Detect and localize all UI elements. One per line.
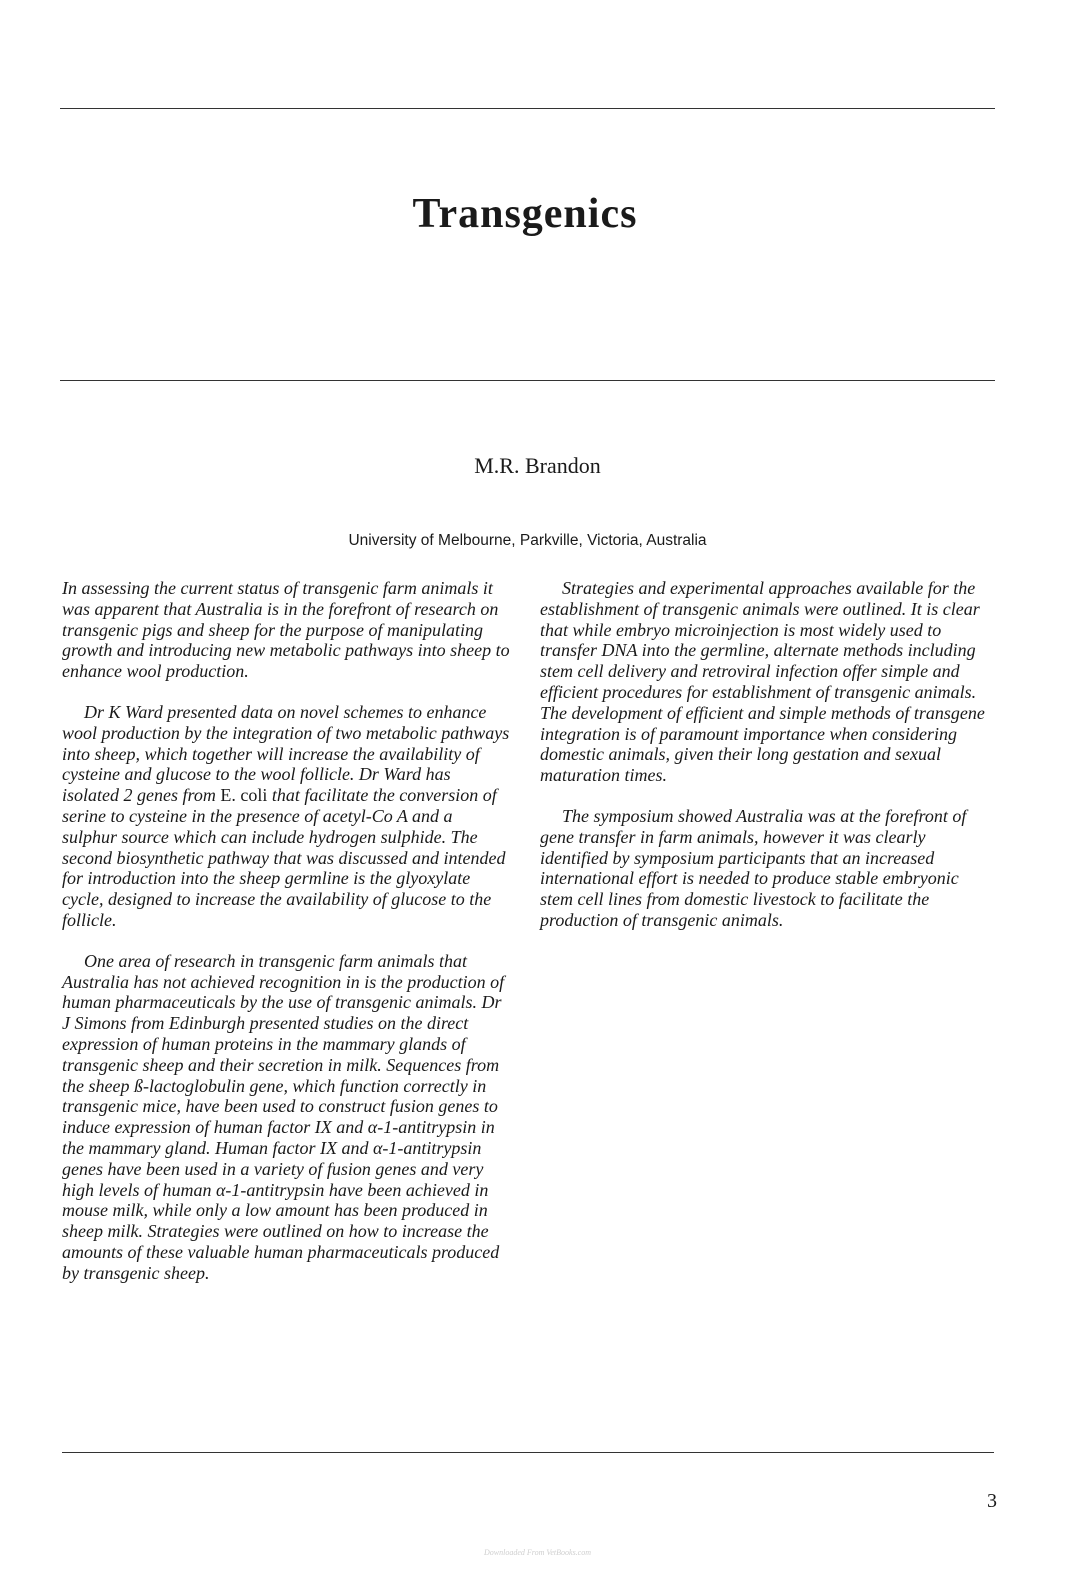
footer-rule xyxy=(62,1452,994,1453)
left-paragraph-1: In assessing the current status of transgenic farm animals it was apparent that Australia is in the forefront of research on transgenic pigs and sheep for the purpose of manipulating growth and introducing new metabolic pathways into sheep to enhance wool production. xyxy=(62,578,510,682)
right-column xyxy=(540,578,992,951)
left-paragraph-2-part-c: that facilitate the conversion of serine to cysteine in the presence of acetyl-Co A and a sulphur source which can include hydrogen sulphide. The second biosynthetic pathway that was discussed and intended for introduction into the sheep germline is the glyoxylate cycle, designed to increase the availability of glucose to the follicle. xyxy=(62,785,506,930)
species-name-ecoli: E. coli xyxy=(220,785,268,806)
left-paragraph-2-part-a: Dr K Ward presented data on novel schemes to enhance wool production by the integration of two metabolic pathways into sheep, which together will increase the availability of cysteine and glucose to the wool follicle. Dr Ward has isolated 2 genes from xyxy=(62,701,510,806)
title-bottom-rule xyxy=(60,380,995,381)
top-rule xyxy=(60,108,995,109)
left-paragraph-2 xyxy=(62,702,512,931)
download-watermark: Downloaded From VetBooks.com xyxy=(483,1548,592,1557)
right-paragraph-1: Strategies and experimental approaches available for the establishment of transgenic animals were outlined. It is clear that while embryo microinjection is most widely used to transfer DNA into the germline, alternate methods including stem cell delivery and retroviral infection offer simple and efficient procedures for establishment of transgenic animals. The development of efficient and simple methods of transgene integration is of paramount importance when considering domestic animals, given their long gestation and sexual maturation times. xyxy=(540,578,985,786)
left-column xyxy=(62,578,512,1304)
right-paragraph-2: The symposium showed Australia was at the forefront of gene transfer in farm animals, however it was clearly identified by symposium participants that an increased international effort is needed to produce stable embryonic stem cell lines from domestic livestock to facilitate the production of transgenic animals. xyxy=(540,805,967,930)
left-paragraph-3: One area of research in transgenic farm animals that Australia has not achieved recognition in is the production of human pharmaceuticals by the use of transgenic animals. Dr J Simons from Edinburgh presented studies on the direct expression of human proteins in the mammary glands of transgenic sheep and their secretion in milk. Sequences from the sheep ß-lactoglobulin gene, which function correctly in transgenic mice, have been used to construct fusion genes to induce expression of human factor IX and α-1-antitrypsin in the mammary gland. Human factor IX and α-1-antitrypsin genes have been used in a variety of fusion genes and very high levels of human α-1-antitrypsin have been achieved in mouse milk, while only a low amount has been produced in sheep milk. Strategies were outlined on how to increase the amounts of these valuable human pharmaceuticals produced by transgenic sheep. xyxy=(62,950,505,1283)
author-name: M.R. Brandon xyxy=(474,453,601,478)
page-number: 3 xyxy=(987,1490,997,1512)
page-title: Transgenics xyxy=(412,191,638,237)
author-affiliation: University of Melbourne, Parkville, Victoria, Australia xyxy=(348,532,707,549)
